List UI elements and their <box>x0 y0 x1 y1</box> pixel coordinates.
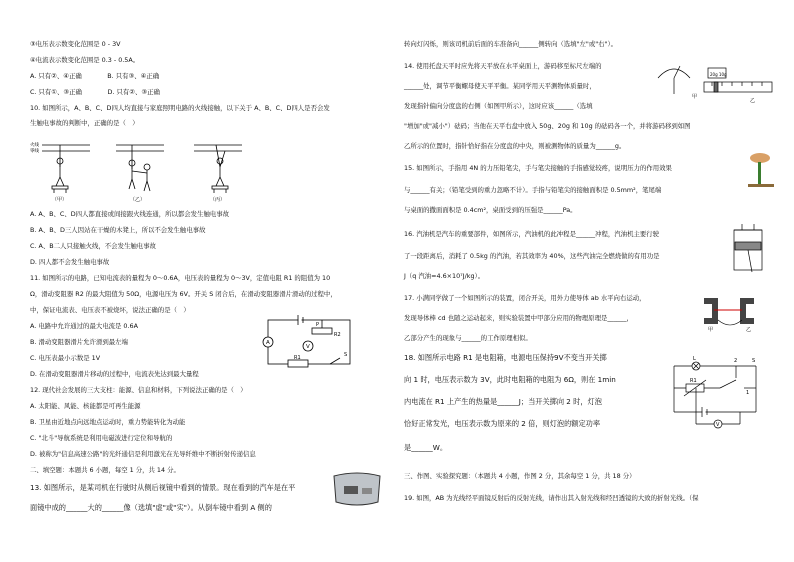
q9-choice-ab: A. 只有②、④正确 B. 只有③、④正确 <box>30 72 160 80</box>
q11-option-a: A. 电路中允许通过的最大电流是 0.6A <box>30 322 138 330</box>
q16-stem-line1: 16. 汽油机是汽车的重要部件，如图所示，汽油机的此冲程是______冲程，汽油机主要行驶 <box>404 230 660 238</box>
svg-text:S: S <box>344 352 348 358</box>
q14-stem-line3: 发现指针偏向分度盘的右侧（如图甲所示），这时应该______（选填 <box>404 102 593 110</box>
q12-option-a: A. 太阳能、风能、核能都是可再生能源 <box>30 402 141 410</box>
svg-text:R2: R2 <box>334 332 341 338</box>
svg-text:20g 10g: 20g 10g <box>710 72 727 77</box>
svg-text:P: P <box>316 322 320 328</box>
svg-text:1: 1 <box>746 390 750 396</box>
section-2-heading: 二、填空题：本题共 6 小题，每空 1 分，共 14 分。 <box>30 466 180 474</box>
svg-text:L: L <box>693 356 696 362</box>
q9-choice-cd: C. 只有①、③正确 D. 只有②、③正确 <box>30 88 160 96</box>
q10-stem-line1: 10. 如图所示，A、B、C、D四人均直接与家庭照明电路的火线接触，以下关于 A、B、C、D四人是否会发 <box>30 104 330 112</box>
q10-neutral-label: 零线 <box>30 149 39 154</box>
svg-text:V: V <box>306 344 310 350</box>
q11-option-d: D. 在滑动变阻器滑片移动的过程中，电流表先达到最大量程 <box>30 370 199 378</box>
q16-stem-line3: J（q 汽油=4.6×10⁷J/kg）。 <box>404 272 485 280</box>
q11-stem-line3: 中，保证电流表、电压表不被烧坏，说法正确的是（ ） <box>30 306 190 314</box>
svg-text:R1: R1 <box>690 378 697 384</box>
q17-fig-label-b: 乙 <box>746 327 752 332</box>
q14-stem-line1: 14. 使用托盘天平时应先将天平放在水平桌面上，游码移至标尺左端的 <box>404 62 602 70</box>
q10-fig-label-b: （乙） <box>130 197 146 203</box>
q18-circuit-figure <box>660 352 768 432</box>
q9-option-4: ④电流表示数变化范围是 0.3 - 0.5A。 <box>30 56 140 64</box>
q11-option-b: B. 滑动变阻器滑片允许滑到最左端 <box>30 338 128 346</box>
q15-stem-line1: 15. 如图所示，手指用 4N 的力压铅笔尖，手与笔尖接触的手指感觉较疼，说明压力的作用效果 <box>404 164 672 172</box>
q10-option-d: D. 四人都不会发生触电事故 <box>30 258 110 266</box>
q10-live-label: 火线 <box>30 143 39 148</box>
q13-stem-line2: 面镜中成的______大的______像（选填"虚"或"实"）。从倒车镜中看到 A 侧的 <box>30 503 272 512</box>
q18-stem-line5: 是______W。 <box>404 443 448 452</box>
q15-stem-line3: 与桌面的撒面面积是 0.4cm²，桌面受到的压强是______Pa。 <box>404 206 577 214</box>
q18-stem-line3: 内电流在 R1 上产生的热量是______J；当开关掷向 2 时，灯泡 <box>404 397 602 406</box>
q11-circuit-figure <box>258 312 358 372</box>
svg-text:R1: R1 <box>294 355 301 361</box>
svg-text:A: A <box>266 340 270 346</box>
q14-stem-line4: "增加"或"减小"）砝码；当他在天平右盘中放入 50g、20g 和 10g 的砝码各一个，并将游码移到如图 <box>404 122 691 130</box>
q15-pencil-figure <box>744 150 778 190</box>
q18-stem-line1: 18. 如图所示电路 R1 是电阻箱，电源电压保持9V不变当开关掷 <box>404 353 607 362</box>
q13-stem-line1: 13. 如图所示，是某司机在行驶时从侧后视镜中看到的情景。现在看到的汽车是在平 <box>30 483 296 492</box>
q10-figure <box>30 131 252 203</box>
q16-engine-figure <box>726 222 770 278</box>
q18-stem-line4: 恰好正常发光，电压表示数为原来的 2 倍，则灯泡的额定功率 <box>404 419 601 428</box>
q9-option-3: ③电压表示数变化范围是 0 - 3V <box>30 40 121 48</box>
q18-stem-line2: 向 1 时，电压表示数为 3V，此时电阻箱的电阻为 6Ω，则在 1min <box>404 375 616 384</box>
q14-stem-line2: ______处，调节平衡螺母使天平平衡。某同学用天平测物体质量时， <box>404 82 596 90</box>
q10-stem-line2: 生触电事故的判断中，正确的是（ ） <box>30 119 139 127</box>
q10-option-a: A. A、B、C、D四人都直接或间接跟火线连通，所以都会发生触电事故 <box>30 210 230 218</box>
q11-option-c: C. 电压表最小示数是 1V <box>30 354 101 362</box>
svg-text:S: S <box>752 358 756 364</box>
q12-stem: 12. 现代社会发展的三大支柱：能源、信息和材料，下列说法正确的是（ ） <box>30 386 247 394</box>
q17-fig-label-a: 甲 <box>708 327 714 332</box>
q13-stem-line3: 转向灯闪烁，则该司机前后面的车准备向______侧转向（选填"左"或"右"）。 <box>404 40 618 48</box>
q14-fig-label-a: 甲 <box>692 94 698 100</box>
q14-balance-figure <box>654 60 778 110</box>
q16-stem-line2: 了一段距离后，消耗了 0.5kg 的汽油，若其效率为 40%，这些汽油完全燃烧做的有用功是 <box>404 252 660 260</box>
q12-option-c: C. "北斗"导航系统是利用电磁波进行定位和导航的 <box>30 434 173 442</box>
q15-stem-line2: 与______有关；（铅笔受到的重力忽略不计）。手指与铅笔尖的接触面积是 0.5mm²，笔尾端 <box>404 186 662 194</box>
q19-stem-line1: 19. 如图，AB 为光线经平面镜反射后的反射光线，请作出其入射光线和经凹透镜的大致的折射光线。（保 <box>404 494 699 502</box>
q10-option-c: C. A、B二人只接触火线，不会发生触电事故 <box>30 242 156 250</box>
q14-fig-label-b: 乙 <box>750 98 756 104</box>
q17-stem-line1: 17. 小满同学做了一个如图所示的装置，闭合开关，用外力使导体 ab 水平向右运动， <box>404 294 646 302</box>
q17-stem-line3: 乙部分产生的现象与______的工作原理相似。 <box>404 334 532 342</box>
section-3-heading: 三、作图、实验探究题：（本题共 4 小题，作图 2 分，其余每空 1 分，共 18 分） <box>404 472 636 480</box>
svg-text:2: 2 <box>734 358 738 364</box>
q17-magnet-figure <box>700 290 776 332</box>
q10-fig-label-a: （甲） <box>52 197 68 203</box>
q13-mirror-figure <box>330 470 384 508</box>
q12-option-d: D. 被称为"信息高速公路"的光纤通信是利用激光在光导纤维中不断折射传递信息 <box>30 450 256 458</box>
q10-option-b: B. A、B、D三人因站在干燥的木凳上，所以不会发生触电事故 <box>30 226 206 234</box>
q10-fig-label-c: （丙） <box>210 197 226 203</box>
q17-stem-line2: 发现导体棒 cd 也随之运动起来，则实验装置中甲部分应用的物理原理是______， <box>404 314 633 322</box>
q11-stem-line2: Ω，滑动变阻器 R2 的最大阻值为 50Ω，电源电压为 6V。开关 S 闭合后，在滑动变阻器滑片滑动的过程中， <box>30 290 337 298</box>
svg-text:V: V <box>716 422 720 428</box>
q12-option-b: B. 卫星由近地点向远地点运动时，重力势能转化为动能 <box>30 418 186 426</box>
q11-stem-line1: 11. 如图所示的电路，已知电流表的量程为 0～0.6A，电压表的量程为 0～3V，定值电阻 R1 的阻值为 10 <box>30 274 331 282</box>
q14-stem-line5: 乙所示的位置时，指针恰好指在分度盘的中央，则被测物体的质量为______g。 <box>404 142 626 150</box>
